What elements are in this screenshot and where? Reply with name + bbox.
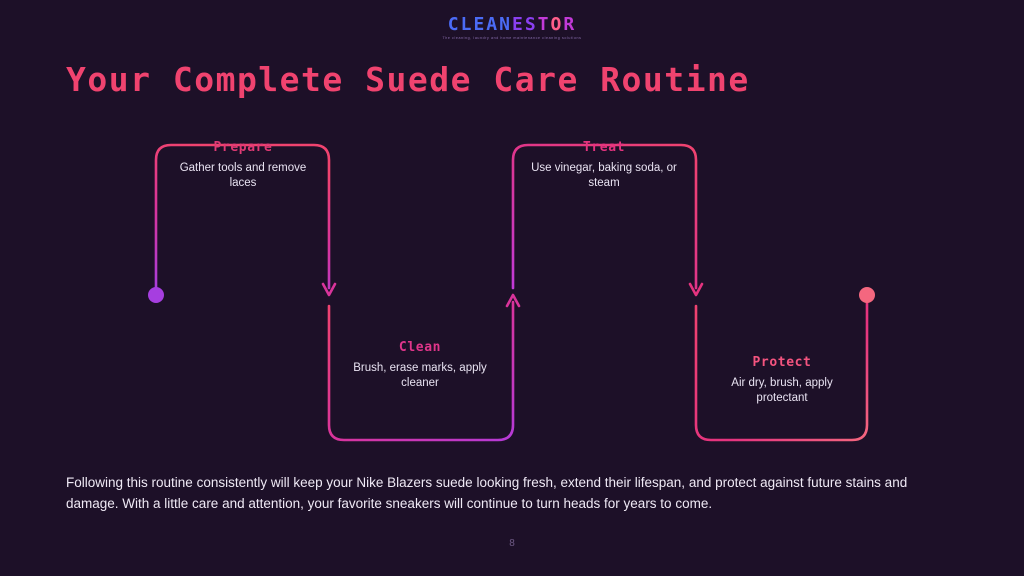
flow-path-svg	[0, 120, 1024, 460]
flow-end-dot	[859, 287, 875, 303]
logo-part-t: T	[537, 14, 551, 35]
flow-start-dot	[148, 287, 164, 303]
flow-step-treat-description: Use vinegar, baking soda, or steam	[531, 162, 677, 189]
logo-part-r: R	[563, 14, 577, 35]
flow-step-protect	[706, 355, 858, 406]
page-title: Your Complete Suede Care Routine	[66, 60, 750, 99]
flow-step-protect-title: Protect	[752, 355, 812, 370]
flow-step-prepare	[167, 140, 319, 191]
flow-step-clean	[345, 340, 495, 391]
flow-step-prepare-description: Gather tools and remove laces	[179, 162, 307, 189]
page-number: 8	[509, 538, 515, 549]
flow-step-treat	[528, 140, 680, 191]
brand-logo	[0, 16, 1024, 44]
flow-step-protect-description: Air dry, brush, apply protectant	[731, 377, 833, 404]
footer-paragraph: Following this routine consistently will keep your Nike Blazers suede looking fresh, extend their lifespan, and protect against future stains and damage. With a little care and attention, your favorite sneakers will continue to turn heads for years to come.	[66, 475, 908, 511]
logo-part-es: ES	[511, 14, 538, 35]
brand-tagline: The cleaning, laundry and home maintenance cleaning solutions	[442, 36, 582, 40]
logo-part-o: O	[550, 14, 564, 35]
suede-care-routine-flow-diagram	[0, 120, 1024, 460]
logo-part-clean: CLEAN	[447, 14, 512, 35]
flow-step-clean-description: Brush, erase marks, apply cleaner	[353, 362, 487, 389]
flow-step-treat-title: Treat	[582, 140, 626, 155]
brand-logo-text	[442, 16, 581, 41]
flow-step-clean-title: Clean	[398, 340, 442, 355]
flow-step-prepare-title: Prepare	[213, 140, 273, 155]
